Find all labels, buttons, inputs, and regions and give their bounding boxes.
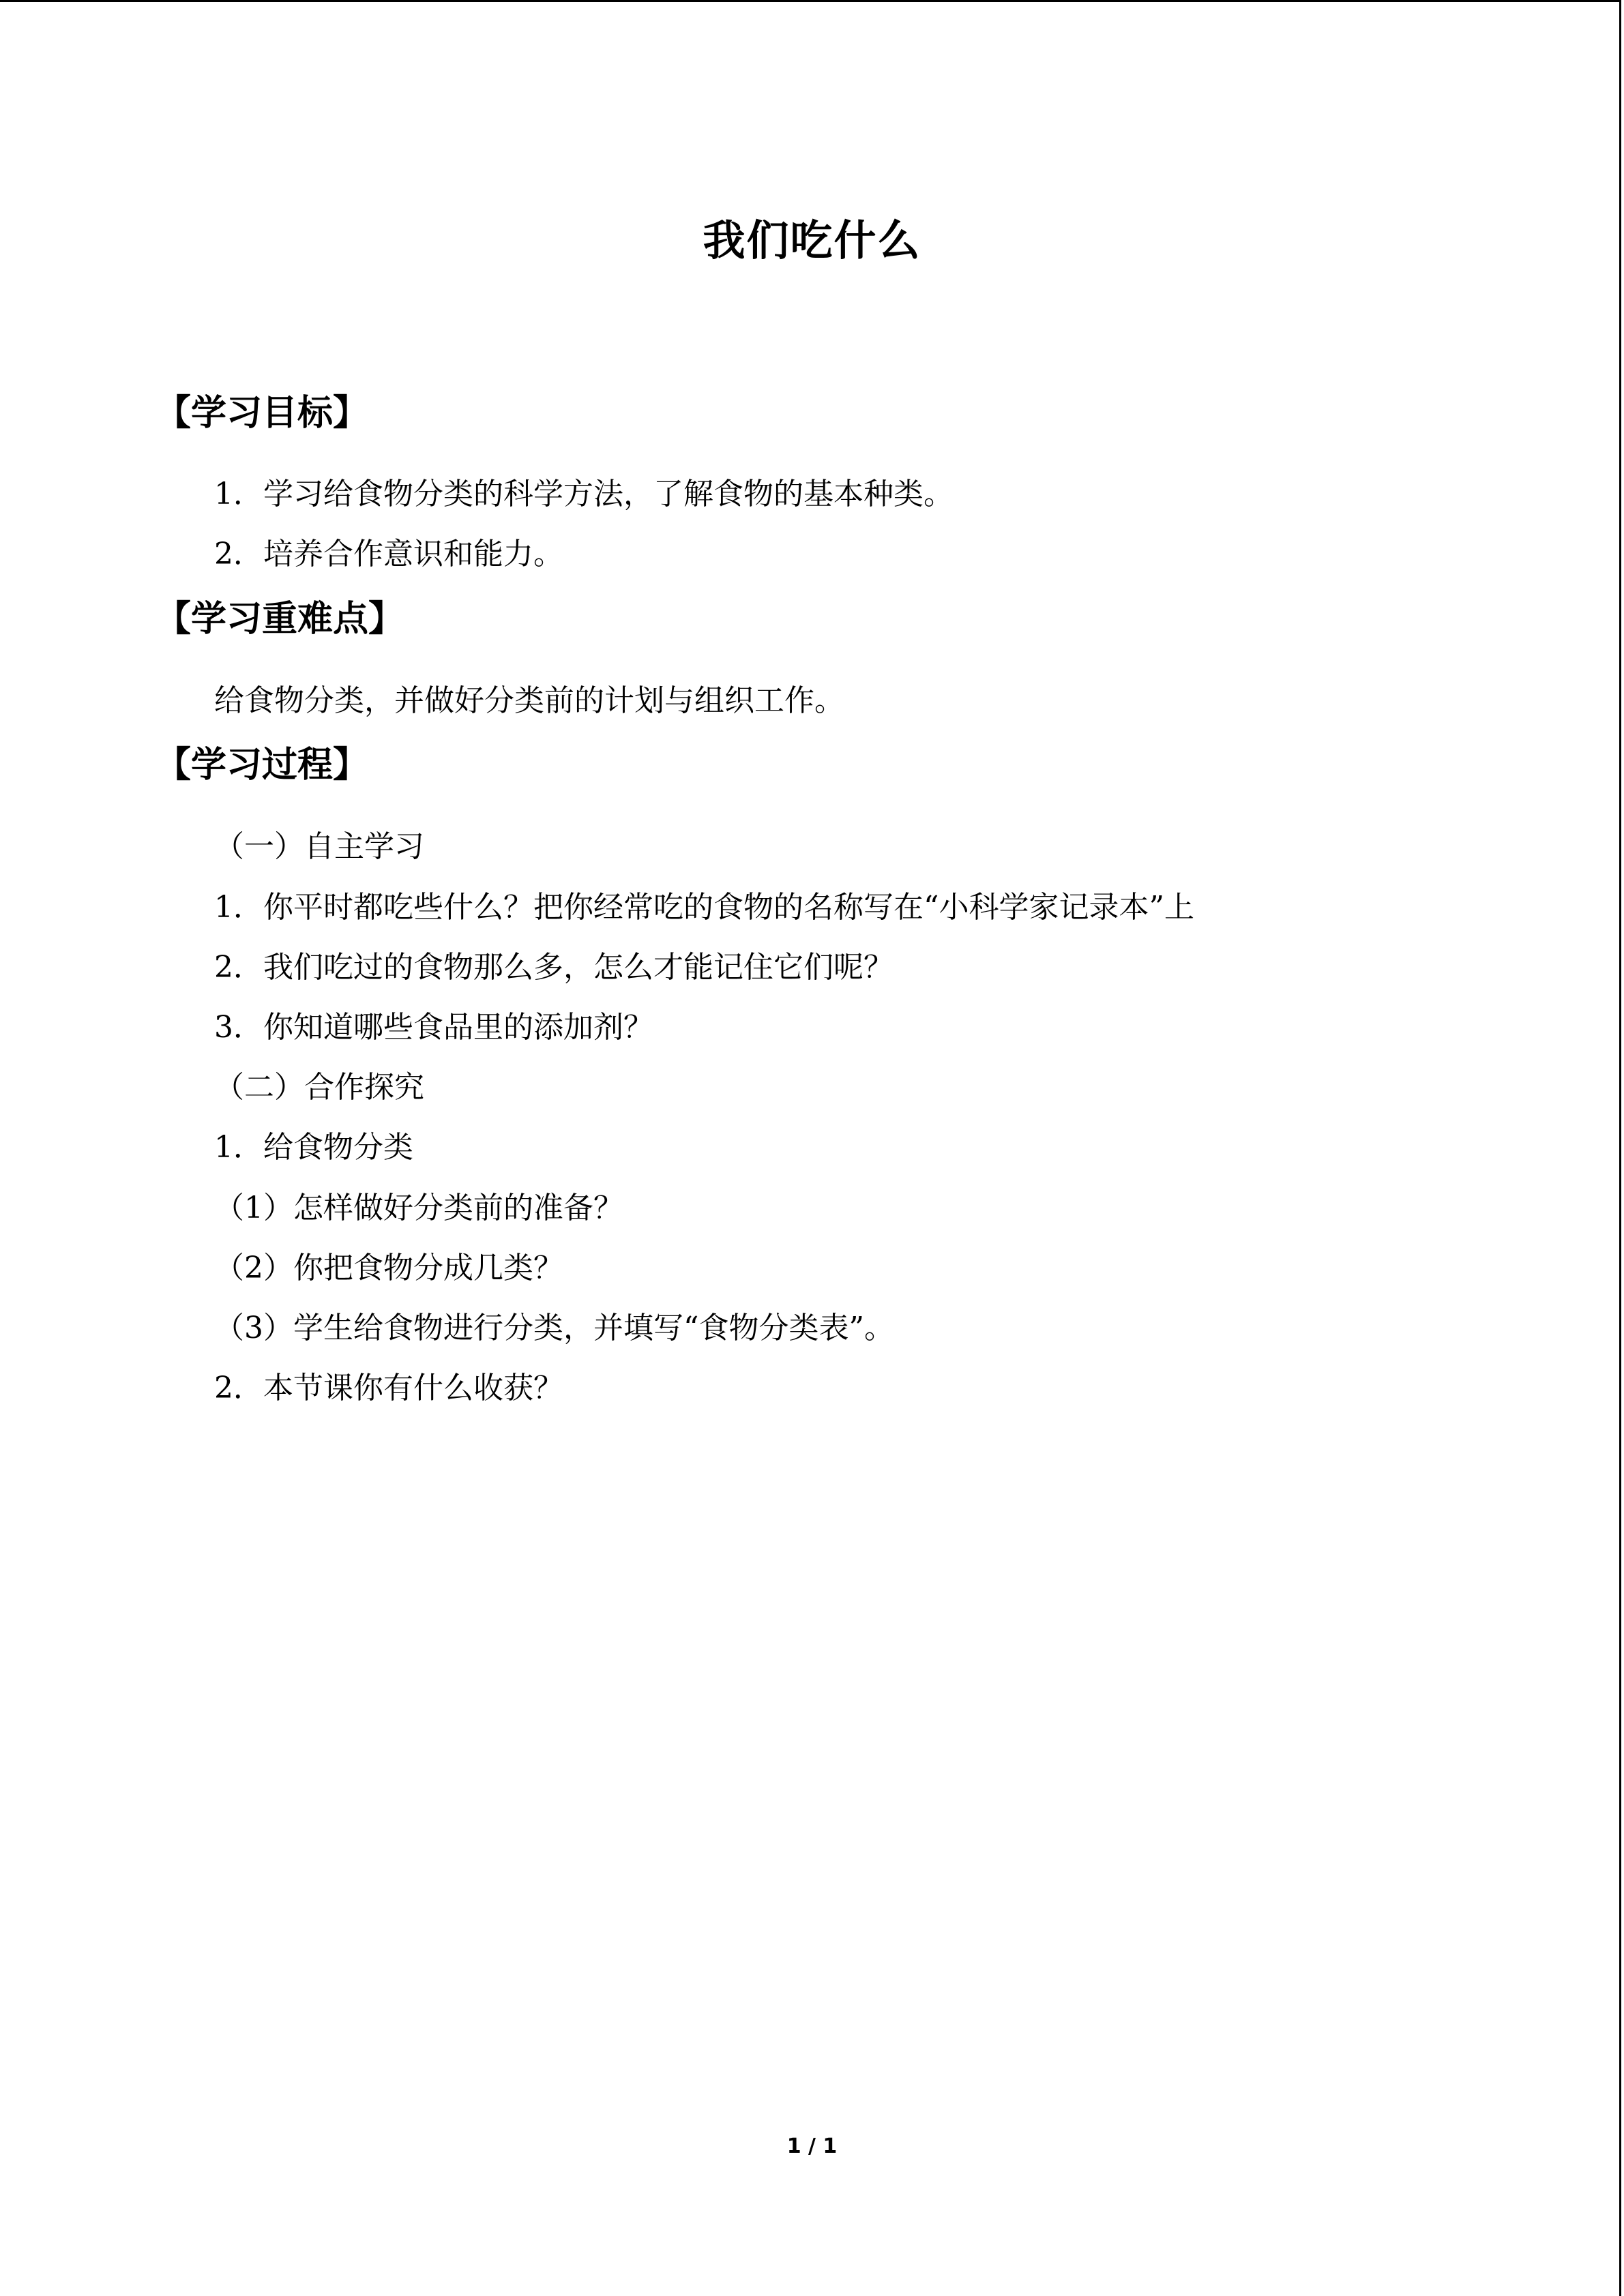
process-line-7: （1）怎样做好分类前的准备？ (214, 1191, 623, 1225)
process-line-5: （二）合作探究 (214, 1070, 424, 1105)
process-line-6: 1．给食物分类 (214, 1130, 413, 1165)
process-line-4: 3．你知道哪些食品里的添加剂？ (214, 1010, 653, 1045)
process-line-1: （一）自主学习 (214, 829, 424, 864)
process-line-3: 2．我们吃过的食物那么多，怎么才能记住它们呢？ (214, 950, 894, 985)
goal-item-1: 1．学习给食物分类的科学方法，了解食物的基本种类。 (214, 477, 954, 511)
page-number: 1 / 1 (786, 2134, 838, 2158)
process-line-2: 1．你平时都吃些什么？把你经常吃的食物的名称写在“小科学家记录本”上 (214, 890, 1194, 925)
key-point-item-1: 给食物分类，并做好分类前的计划与组织工作。 (214, 683, 844, 718)
process-line-9: （3）学生给食物进行分类，并填写“食物分类表”。 (214, 1311, 894, 1345)
process-line-10: 2．本节课你有什么收获？ (214, 1371, 563, 1405)
process-line-8: （2）你把食物分成几类？ (214, 1251, 563, 1285)
section-heading-goals: 【学习目标】 (156, 393, 369, 434)
goal-item-2: 2．培养合作意识和能力。 (214, 537, 563, 571)
section-heading-key-points: 【学习重难点】 (156, 599, 404, 640)
document-title: 我们吃什么 (703, 215, 921, 265)
section-heading-process: 【学习过程】 (156, 745, 369, 786)
